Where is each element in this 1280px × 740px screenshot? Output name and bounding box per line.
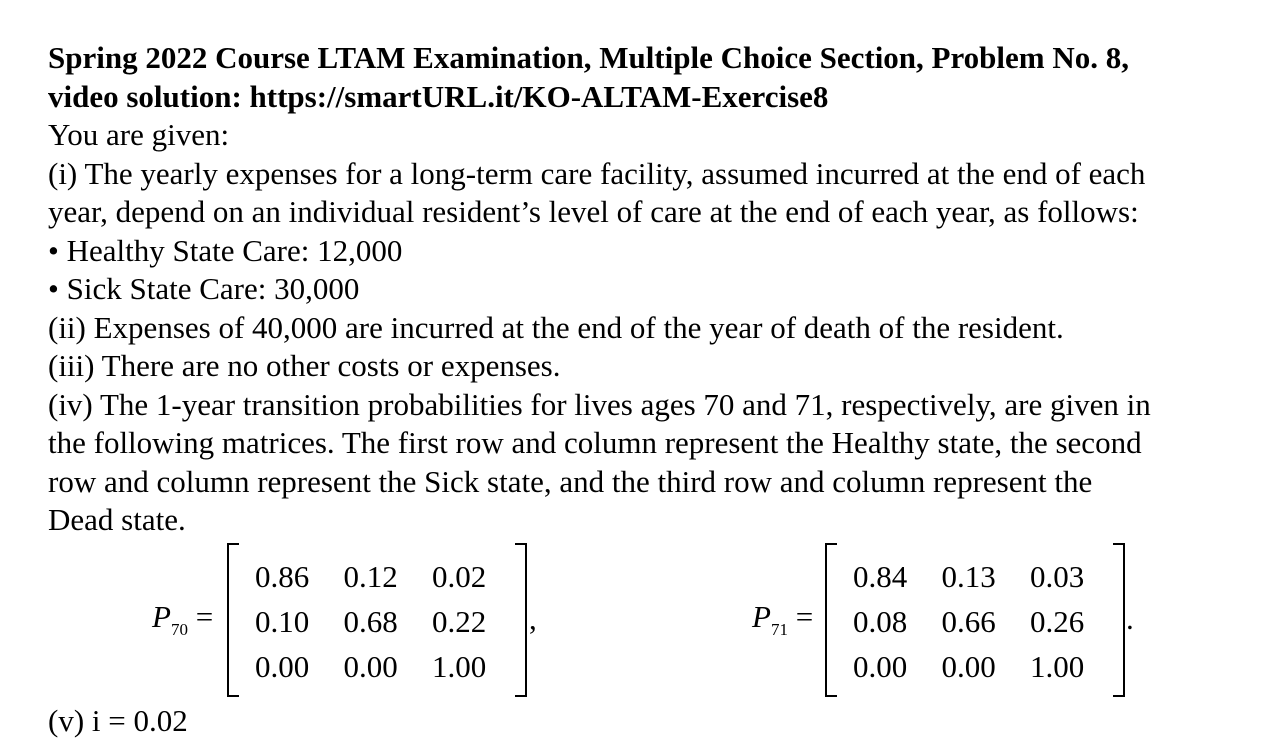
- p70-cell: 0.00: [255, 648, 310, 684]
- p70-right-bracket: [515, 543, 527, 697]
- p70-cell: 0.22: [432, 603, 487, 639]
- p71-cells: [853, 554, 1119, 689]
- p71-label: [752, 598, 813, 649]
- p70-cell: 0.10: [255, 603, 310, 639]
- p70-row-2: [255, 599, 521, 644]
- p71-cell: 0.84: [853, 558, 908, 594]
- p71-cell: 0.66: [941, 603, 996, 639]
- bullet-healthy-care: • Healthy State Care: 12,000: [48, 232, 403, 268]
- header-title-line-2: video solution: https://smartURL.it/KO-ALTAM-Exercise8: [48, 78, 829, 114]
- matrix-p71: [825, 543, 1125, 695]
- item-ii: (ii) Expenses of 40,000 are incurred at the end of the year of death of the resident.: [48, 309, 1064, 345]
- intro-text: You are given:: [48, 117, 230, 152]
- bullet-sick-care: • Sick State Care: 30,000: [48, 271, 360, 306]
- header-title-line-1: Spring 2022 Course LTAM Examination, Multiple Choice Section, Problem No. 8,: [48, 40, 1130, 75]
- p71-cell: 0.13: [941, 558, 996, 594]
- item-v-partial: (v) i = 0.02: [48, 703, 188, 738]
- item-iv-line-4: Dead state.: [48, 502, 186, 537]
- item-i-line-1: (i) The yearly expenses for a long-term care facility, assumed incurred at the end of each: [48, 155, 1146, 191]
- p70-cell: 0.86: [255, 558, 310, 594]
- item-iv-line-2: the following matrices. The first row and column represent the Healthy state, the second: [48, 425, 1142, 460]
- p70-trailing-comma: ,: [529, 601, 537, 636]
- item-i-line-2: year, depend on an individual resident’s level of care at the end of each year, as follows:: [48, 194, 1139, 229]
- p71-trailing-period: .: [1126, 601, 1134, 636]
- p71-cell: 0.00: [941, 648, 996, 684]
- p70-cell: 0.02: [432, 558, 487, 594]
- p71-row-3: [853, 644, 1119, 689]
- p71-cell: 0.00: [853, 648, 908, 684]
- p71-subscript: 71: [770, 620, 788, 639]
- p71-row-1: [853, 554, 1119, 599]
- p70-cell: 0.12: [343, 558, 398, 594]
- p71-left-bracket: [825, 543, 837, 697]
- p70-equals: =: [195, 599, 214, 634]
- p70-cell: 0.00: [343, 648, 398, 684]
- p70-cell: 1.00: [432, 648, 487, 684]
- p70-subscript: 70: [170, 620, 188, 639]
- matrix-p70: [227, 543, 527, 695]
- p70-left-bracket: [227, 543, 239, 697]
- item-iii: (iii) There are no other costs or expenses.: [48, 348, 561, 383]
- p71-cell: 0.26: [1030, 603, 1085, 639]
- p70-cell: 0.68: [343, 603, 398, 639]
- p70-row-3: [255, 644, 521, 689]
- p70-row-1: [255, 554, 521, 599]
- item-iv-line-3: row and column represent the Sick state, and the third row and column represent the: [48, 463, 1093, 499]
- p71-symbol: P: [752, 599, 771, 634]
- p71-equals: =: [795, 599, 814, 634]
- p71-row-2: [853, 599, 1119, 644]
- problem-text: [48, 39, 1258, 540]
- p70-cells: [255, 554, 521, 689]
- p71-cell: 0.03: [1030, 558, 1085, 594]
- p70-symbol: P: [152, 599, 171, 634]
- p70-label: [152, 598, 213, 649]
- p71-cell: 1.00: [1030, 648, 1085, 684]
- p71-right-bracket: [1113, 543, 1125, 697]
- item-iv-line-1: (iv) The 1-year transition probabilities for lives ages 70 and 71, respectively, are given in: [48, 386, 1151, 422]
- p71-cell: 0.08: [853, 603, 908, 639]
